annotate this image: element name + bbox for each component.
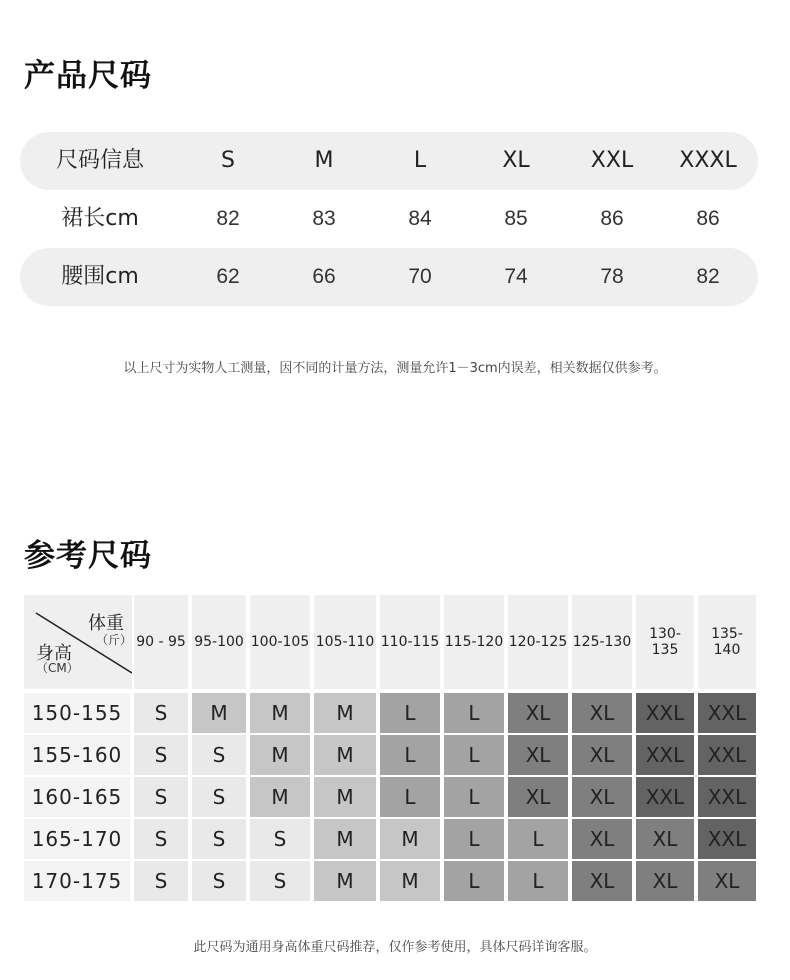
size-recommendation-cell: L (380, 735, 440, 775)
size-recommendation-cell: XL (508, 735, 568, 775)
size-recommendation-cell: XL (508, 693, 568, 733)
size-recommendation-cell: S (134, 777, 188, 817)
grid-corner-header (24, 595, 132, 689)
size-recommendation-cell: M (314, 693, 376, 733)
size-recommendation-cell: XL (636, 819, 694, 859)
size-recommendation-cell: XL (572, 819, 632, 859)
size-value: 84 (408, 207, 432, 230)
size-recommendation-cell: XL (572, 693, 632, 733)
height-row-label: 150-155 (24, 693, 130, 733)
height-label: 身高 (36, 643, 72, 664)
size-recommendation-cell: M (314, 777, 376, 817)
weight-header-cell: 130-135 (636, 595, 694, 689)
size-recommendation-cell: S (192, 735, 246, 775)
product-size-row-waist (20, 248, 758, 306)
weight-label: 体重 (88, 613, 124, 634)
size-recommendation-cell: XXL (698, 777, 756, 817)
weight-header-cell: 105-110 (314, 595, 376, 689)
size-recommendation-cell: M (192, 693, 246, 733)
weight-header-cell: 125-130 (572, 595, 632, 689)
size-recommendation-cell: S (192, 777, 246, 817)
size-recommendation-cell: L (508, 861, 568, 901)
size-recommendation-cell: L (508, 819, 568, 859)
size-header: XXL (590, 148, 634, 173)
size-header: L (413, 148, 427, 173)
size-recommendation-cell: S (134, 861, 188, 901)
size-value: 66 (312, 265, 336, 288)
size-recommendation-cell: L (444, 693, 504, 733)
size-recommendation-cell: XXL (698, 693, 756, 733)
size-recommendation-cell: S (250, 861, 310, 901)
height-unit-label: （CM） (36, 661, 79, 675)
size-recommendation-cell: S (250, 819, 310, 859)
size-info-label: 尺码信息 (55, 148, 144, 173)
product-size-header-row (20, 132, 758, 190)
size-recommendation-cell: S (134, 735, 188, 775)
size-value: 86 (600, 207, 624, 230)
size-recommendation-cell: XL (572, 777, 632, 817)
size-header: XL (502, 148, 530, 173)
size-recommendation-cell: XXL (636, 735, 694, 775)
size-recommendation-cell: XL (508, 777, 568, 817)
size-header: S (221, 148, 235, 173)
size-header: XXXL (679, 148, 737, 173)
size-value: 82 (696, 265, 720, 288)
size-recommendation-cell: M (380, 819, 440, 859)
size-recommendation-cell: XL (572, 861, 632, 901)
product-size-title: 产品尺码 (24, 58, 152, 94)
size-recommendation-cell: M (250, 777, 310, 817)
reference-size-grid (24, 595, 756, 903)
size-recommendation-cell: M (314, 735, 376, 775)
size-recommendation-cell: M (314, 819, 376, 859)
weight-header-cell: 135-140 (698, 595, 756, 689)
size-recommendation-cell: M (380, 861, 440, 901)
size-recommendation-cell: XXL (698, 735, 756, 775)
size-recommendation-cell: S (192, 861, 246, 901)
size-recommendation-cell: L (444, 861, 504, 901)
row-label: 裙长cm (61, 206, 139, 231)
size-recommendation-cell: L (444, 777, 504, 817)
size-value: 82 (216, 207, 240, 230)
size-header: M (314, 148, 334, 173)
size-recommendation-cell: XXL (636, 693, 694, 733)
size-recommendation-cell: S (134, 819, 188, 859)
weight-header-cell: 115-120 (444, 595, 504, 689)
size-recommendation-cell: XL (572, 735, 632, 775)
size-recommendation-cell: XXL (698, 819, 756, 859)
weight-header-cell: 90 - 95 (134, 595, 188, 689)
size-recommendation-cell: XL (698, 861, 756, 901)
size-value: 83 (312, 207, 336, 230)
size-recommendation-cell: S (134, 693, 188, 733)
size-value: 62 (216, 265, 240, 288)
product-size-row-length (20, 190, 758, 248)
size-recommendation-cell: XXL (636, 777, 694, 817)
size-recommendation-cell: L (444, 735, 504, 775)
size-recommendation-cell: M (250, 693, 310, 733)
height-row-label: 155-160 (24, 735, 130, 775)
weight-header-cell: 120-125 (508, 595, 568, 689)
height-row-label: 170-175 (24, 861, 130, 901)
size-value: 74 (504, 265, 528, 288)
height-row-label: 160-165 (24, 777, 130, 817)
size-recommendation-cell: M (314, 861, 376, 901)
size-recommendation-cell: S (192, 819, 246, 859)
measurement-note: 以上尺寸为实物人工测量，因不同的计量方法，测量允许1－3cm内误差，相关数据仅供参考。 (123, 361, 667, 376)
row-label: 腰围cm (61, 264, 139, 289)
weight-header-cell: 100-105 (250, 595, 310, 689)
size-value: 86 (696, 207, 720, 230)
size-recommendation-cell: L (380, 693, 440, 733)
reference-size-title: 参考尺码 (24, 538, 152, 574)
size-value: 78 (600, 265, 624, 288)
weight-header-cell: 110-115 (380, 595, 440, 689)
weight-header-cell: 95-100 (192, 595, 246, 689)
weight-unit-label: （斤） (96, 633, 132, 647)
recommendation-note: 此尺码为通用身高体重尺码推荐，仅作参考使用，具体尺码详询客服。 (193, 940, 597, 955)
size-recommendation-cell: M (250, 735, 310, 775)
size-recommendation-cell: XL (636, 861, 694, 901)
size-value: 85 (504, 207, 528, 230)
size-recommendation-cell: L (380, 777, 440, 817)
height-row-label: 165-170 (24, 819, 130, 859)
size-value: 70 (408, 265, 432, 288)
size-recommendation-cell: L (444, 819, 504, 859)
